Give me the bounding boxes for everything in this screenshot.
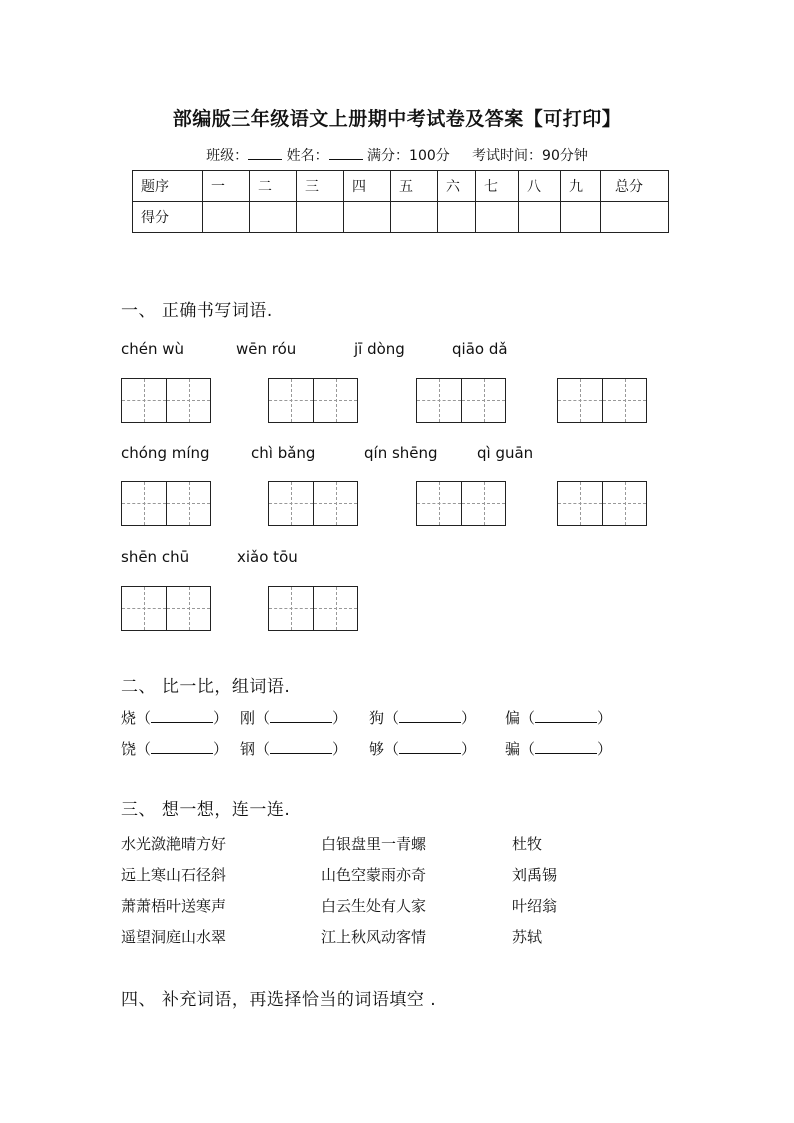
answer-blank[interactable] xyxy=(535,709,597,723)
poem-line[interactable]: 白银盘里一青螺 xyxy=(321,835,427,853)
score-cell[interactable] xyxy=(250,202,297,233)
answer-blank[interactable] xyxy=(399,740,461,754)
pinyin-label: chì bǎng xyxy=(251,444,316,462)
name-label: 姓名： xyxy=(286,148,329,164)
pinyin-label: jī dòng xyxy=(354,340,405,358)
writing-grid[interactable] xyxy=(268,586,358,631)
section4-heading: 四、 补充词语，再选择恰当的词语填空 . xyxy=(121,990,437,1010)
score-cell[interactable] xyxy=(391,202,438,233)
compare-item: 偏（ ） xyxy=(505,709,613,727)
poem-line[interactable]: 水光潋滟晴方好 xyxy=(121,835,227,853)
compare-item: 钢（ ） xyxy=(240,740,348,758)
page-title: 部编版三年级语文上册期中考试卷及答案【可打印】 xyxy=(172,108,622,130)
writing-grid[interactable] xyxy=(557,481,647,526)
table-row-label: 得分 xyxy=(133,202,203,233)
compare-item: 狗（ ） xyxy=(369,709,477,727)
section3-heading: 三、 想一想，连一连. xyxy=(121,800,291,820)
answer-blank[interactable] xyxy=(151,709,213,723)
poet-name[interactable]: 杜牧 xyxy=(512,835,543,853)
score-table xyxy=(132,170,669,233)
pinyin-label: shēn chū xyxy=(121,548,190,566)
score-cell[interactable] xyxy=(601,202,669,233)
table-header-cell: 三 xyxy=(297,171,344,202)
table-header-cell: 七 xyxy=(476,171,519,202)
exam-time: 考试时间：90分钟 xyxy=(472,148,588,164)
writing-grid[interactable] xyxy=(416,378,506,423)
pinyin-label: qiāo dǎ xyxy=(452,340,508,358)
writing-grid[interactable] xyxy=(121,586,211,631)
poem-line[interactable]: 萧萧梧叶送寒声 xyxy=(121,897,227,915)
writing-grid[interactable] xyxy=(121,378,211,423)
pinyin-label: wēn róu xyxy=(236,340,297,358)
poet-name[interactable]: 苏轼 xyxy=(512,928,543,946)
compare-item: 烧（ ） xyxy=(121,709,229,727)
poet-name[interactable]: 刘禹锡 xyxy=(512,866,558,884)
pinyin-label: xiǎo tōu xyxy=(237,548,298,566)
table-header-cell: 四 xyxy=(344,171,391,202)
table-header-cell: 九 xyxy=(561,171,601,202)
compare-item: 饶（ ） xyxy=(121,740,229,758)
name-blank[interactable] xyxy=(329,147,363,160)
score-cell[interactable] xyxy=(438,202,476,233)
poem-line[interactable]: 遥望洞庭山水翠 xyxy=(121,928,227,946)
writing-grid[interactable] xyxy=(268,378,358,423)
table-header-cell: 二 xyxy=(250,171,297,202)
score-cell[interactable] xyxy=(203,202,250,233)
table-header-cell: 六 xyxy=(438,171,476,202)
compare-item: 刚（ ） xyxy=(240,709,348,727)
answer-blank[interactable] xyxy=(270,709,332,723)
pinyin-label: chóng míng xyxy=(121,444,210,462)
pinyin-label: qín shēng xyxy=(364,444,438,462)
compare-item: 够（ ） xyxy=(369,740,477,758)
score-cell[interactable] xyxy=(519,202,561,233)
answer-blank[interactable] xyxy=(270,740,332,754)
poet-name[interactable]: 叶绍翁 xyxy=(512,897,558,915)
answer-blank[interactable] xyxy=(151,740,213,754)
writing-grid[interactable] xyxy=(416,481,506,526)
score-table-score-row xyxy=(133,202,669,233)
score-cell[interactable] xyxy=(344,202,391,233)
writing-grid[interactable] xyxy=(557,378,647,423)
poem-line[interactable]: 山色空蒙雨亦奇 xyxy=(321,866,427,884)
class-label: 班级： xyxy=(206,148,249,164)
poem-line[interactable]: 江上秋风动客情 xyxy=(321,928,427,946)
section2-heading: 二、 比一比，组词语. xyxy=(121,677,291,697)
pinyin-label: qì guān xyxy=(477,444,534,462)
compare-item: 骗（ ） xyxy=(505,740,613,758)
table-header-cell: 题序 xyxy=(133,171,203,202)
answer-blank[interactable] xyxy=(399,709,461,723)
answer-blank[interactable] xyxy=(535,740,597,754)
score-cell[interactable] xyxy=(561,202,601,233)
score-table-header-row xyxy=(133,171,669,202)
score-cell[interactable] xyxy=(297,202,344,233)
writing-grid[interactable] xyxy=(121,481,211,526)
table-header-cell: 八 xyxy=(519,171,561,202)
class-blank[interactable] xyxy=(248,147,282,160)
poem-line[interactable]: 白云生处有人家 xyxy=(321,897,427,915)
poem-line[interactable]: 远上寒山石径斜 xyxy=(121,866,227,884)
score-cell[interactable] xyxy=(476,202,519,233)
pinyin-label: chén wù xyxy=(121,340,185,358)
exam-meta xyxy=(0,145,794,165)
full-score: 满分：100分 xyxy=(367,148,450,164)
section1-heading: 一、 正确书写词语. xyxy=(121,301,273,321)
table-header-cell: 一 xyxy=(203,171,250,202)
table-header-cell: 总分 xyxy=(601,171,669,202)
table-header-cell: 五 xyxy=(391,171,438,202)
writing-grid[interactable] xyxy=(268,481,358,526)
